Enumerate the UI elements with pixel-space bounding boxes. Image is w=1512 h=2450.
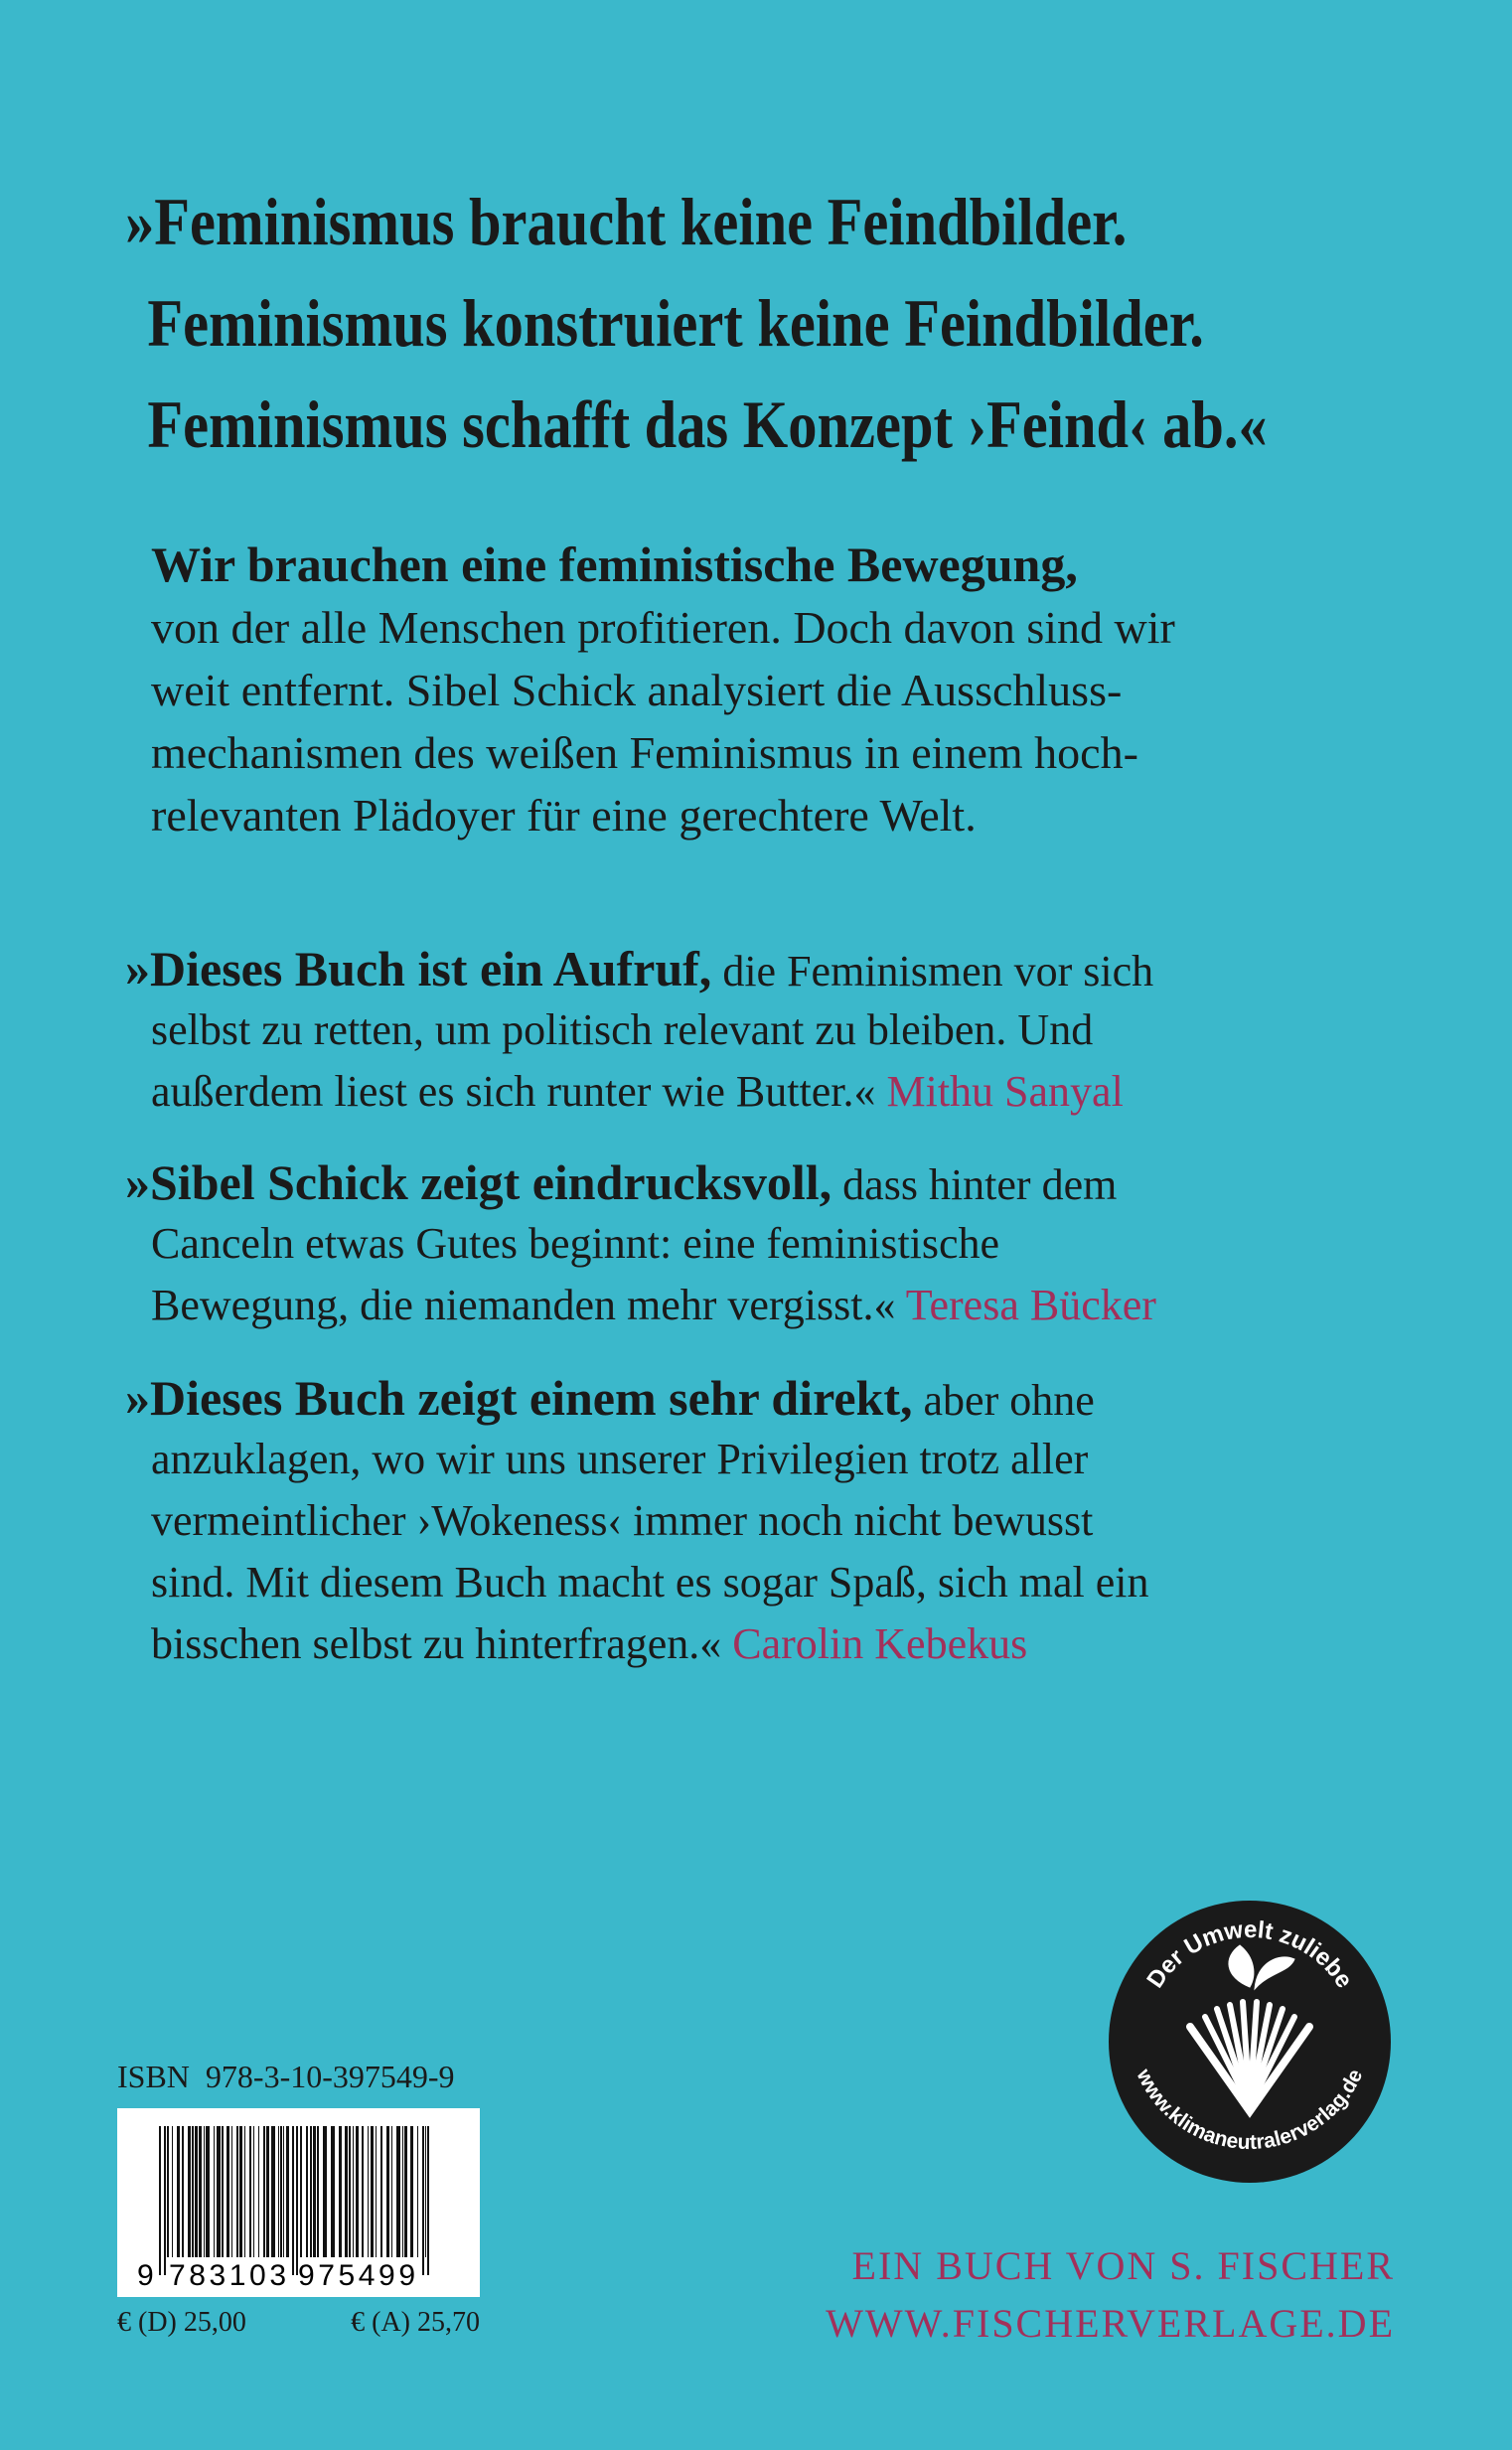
barcode-bar bbox=[239, 2126, 242, 2257]
headline-quote bbox=[125, 171, 1453, 475]
barcode-bar bbox=[286, 2126, 289, 2257]
barcode-bar bbox=[278, 2126, 279, 2257]
barcode-bar bbox=[356, 2126, 359, 2257]
barcode-digits-right: 975499 bbox=[298, 2259, 415, 2292]
blurb-line: von der alle Menschen profitieren. Doch davon sind wir bbox=[151, 602, 1175, 653]
barcode-bar bbox=[353, 2126, 354, 2257]
barcode-bar bbox=[177, 2126, 180, 2257]
publisher-website[interactable]: WWW.FISCHERVERLAGE.DE bbox=[826, 2301, 1395, 2346]
barcode-bar bbox=[313, 2126, 316, 2257]
review-quote-3 bbox=[125, 1367, 1149, 1675]
barcode-bar bbox=[253, 2126, 254, 2257]
barcode-bar bbox=[362, 2126, 364, 2257]
barcode-bar bbox=[292, 2126, 294, 2275]
isbn-label: ISBN bbox=[117, 2059, 190, 2094]
blurb-line: relevanten Plädoyer für eine gerechtere Welt. bbox=[151, 790, 977, 841]
quote-text: außerdem liest es sich runter wie Butter.« bbox=[151, 1067, 876, 1116]
quote-line: anzuklagen, wo wir uns unserer Privilegien trotz aller bbox=[151, 1435, 1089, 1483]
quote-lead: »Dieses Buch zeigt einem sehr direkt, bbox=[125, 1370, 913, 1426]
barcode-bar bbox=[410, 2126, 413, 2257]
barcode-bar bbox=[236, 2126, 238, 2257]
headline-line: Feminismus konstruiert keine Feindbilder. bbox=[147, 285, 1204, 361]
quote-line: Canceln etwas Gutes beginnt: eine feministische bbox=[151, 1219, 1000, 1268]
barcode-bar bbox=[306, 2126, 308, 2257]
price-de: € (D) 25,00 bbox=[117, 2307, 246, 2338]
quote-lead: »Sibel Schick zeigt eindrucksvoll, bbox=[125, 1154, 832, 1210]
barcode-bar bbox=[283, 2126, 284, 2257]
barcode-bar bbox=[231, 2126, 232, 2257]
quote-text: aber ohne bbox=[912, 1376, 1095, 1425]
barcode-bar bbox=[417, 2126, 418, 2257]
barcode-bar bbox=[349, 2126, 351, 2257]
barcode-bar bbox=[396, 2126, 400, 2257]
barcode-bar bbox=[244, 2126, 245, 2257]
quote-text: bisschen selbst zu hinterfragen.« bbox=[151, 1619, 722, 1668]
barcode-bar bbox=[222, 2126, 224, 2257]
prices bbox=[117, 2307, 480, 2339]
quote-text: Bewegung, die niemanden mehr vergisst.« bbox=[151, 1281, 896, 1329]
barcode-bar bbox=[195, 2126, 198, 2257]
badge-svg bbox=[1106, 1898, 1394, 2186]
review-quote-1 bbox=[125, 938, 1153, 1123]
quote-author: Mithu Sanyal bbox=[886, 1067, 1124, 1116]
barcode-bar bbox=[404, 2126, 407, 2257]
barcode-bar bbox=[192, 2126, 194, 2257]
quote-lead: »Dieses Buch ist ein Aufruf, bbox=[125, 941, 712, 996]
barcode-bar bbox=[227, 2126, 229, 2257]
barcode-bar bbox=[182, 2126, 184, 2257]
quote-author: Teresa Bücker bbox=[905, 1281, 1156, 1329]
publisher-line: EIN BUCH VON S. FISCHER bbox=[851, 2243, 1395, 2288]
publisher-info bbox=[826, 2237, 1395, 2353]
isbn-number: 978-3-10-397549-9 bbox=[205, 2059, 455, 2094]
barcode-bar bbox=[371, 2126, 374, 2257]
quote-line: sind. Mit diesem Buch macht es sogar Spaß, sich mal ein bbox=[151, 1558, 1149, 1607]
barcode-bar bbox=[188, 2126, 191, 2257]
blurb-line: mechanismen des weißen Feminismus in einem hoch- bbox=[151, 727, 1138, 778]
barcode-digit: 9 bbox=[137, 2259, 154, 2292]
barcode-bar bbox=[258, 2126, 259, 2257]
barcode-bar bbox=[317, 2126, 319, 2257]
barcode-bar bbox=[331, 2126, 335, 2257]
barcode-bar bbox=[323, 2126, 327, 2257]
barcode-bar bbox=[280, 2126, 282, 2257]
blurb-paragraph bbox=[151, 534, 1175, 846]
barcode-bar bbox=[391, 2126, 392, 2257]
barcode-bar bbox=[386, 2126, 389, 2257]
barcode-bar bbox=[206, 2126, 210, 2257]
barcode-bar bbox=[263, 2126, 265, 2257]
barcode-bar bbox=[204, 2126, 205, 2257]
barcode-bar bbox=[300, 2126, 302, 2257]
isbn bbox=[117, 2059, 455, 2095]
barcode-bar bbox=[199, 2126, 202, 2257]
quote-line: vermeintlicher ›Wokeness‹ immer noch nicht bewusst bbox=[151, 1496, 1094, 1545]
barcode-bar bbox=[266, 2126, 269, 2257]
barcode-bar bbox=[345, 2126, 348, 2257]
barcode-digits-left: 783103 bbox=[169, 2259, 286, 2292]
barcode-bar bbox=[217, 2126, 221, 2257]
blurb-line: weit entfernt. Sibel Schick analysiert die Ausschluss- bbox=[151, 665, 1123, 715]
barcode-bar bbox=[380, 2126, 382, 2257]
barcode-bar bbox=[402, 2126, 403, 2257]
barcode-bar bbox=[368, 2126, 369, 2257]
price-at: € (A) 25,70 bbox=[351, 2307, 480, 2338]
quote-author: Carolin Kebekus bbox=[732, 1619, 1028, 1668]
quote-text: die Feminismen vor sich bbox=[711, 947, 1154, 995]
barcode-bar bbox=[425, 2126, 426, 2257]
barcode-bar bbox=[167, 2126, 169, 2257]
barcode-bar bbox=[249, 2126, 251, 2257]
quote-text: dass hinter dem bbox=[832, 1160, 1118, 1209]
barcode-bar bbox=[296, 2126, 298, 2275]
barcode bbox=[117, 2108, 480, 2297]
barcode-bar bbox=[339, 2126, 342, 2257]
barcode-bar bbox=[172, 2126, 173, 2257]
barcode-bar bbox=[376, 2126, 377, 2257]
barcode-bar bbox=[422, 2126, 424, 2275]
quote-line: selbst zu retten, um politisch relevant zu bleiben. Und bbox=[151, 1005, 1094, 1054]
barcode-bars bbox=[117, 2108, 480, 2297]
badge-bottom-text: www.klimaneutralerverlag.de bbox=[1132, 2066, 1368, 2155]
barcode-bar bbox=[310, 2126, 312, 2257]
barcode-bar bbox=[164, 2126, 166, 2275]
headline-line: »Feminismus braucht keine Feindbilder. bbox=[125, 184, 1128, 259]
climate-neutral-badge bbox=[1106, 1898, 1394, 2191]
barcode-bar bbox=[214, 2126, 215, 2257]
headline-line: Feminismus schafft das Konzept ›Feind‹ ab.« bbox=[147, 386, 1268, 462]
blurb-lead: Wir brauchen eine feministische Bewegung, bbox=[151, 536, 1078, 592]
barcode-bar bbox=[427, 2126, 429, 2275]
badge-top-text: Der Umwelt zuliebe bbox=[1141, 1915, 1358, 1993]
barcode-bar bbox=[271, 2126, 275, 2257]
barcode-bar bbox=[159, 2126, 161, 2275]
review-quote-2 bbox=[125, 1151, 1156, 1336]
